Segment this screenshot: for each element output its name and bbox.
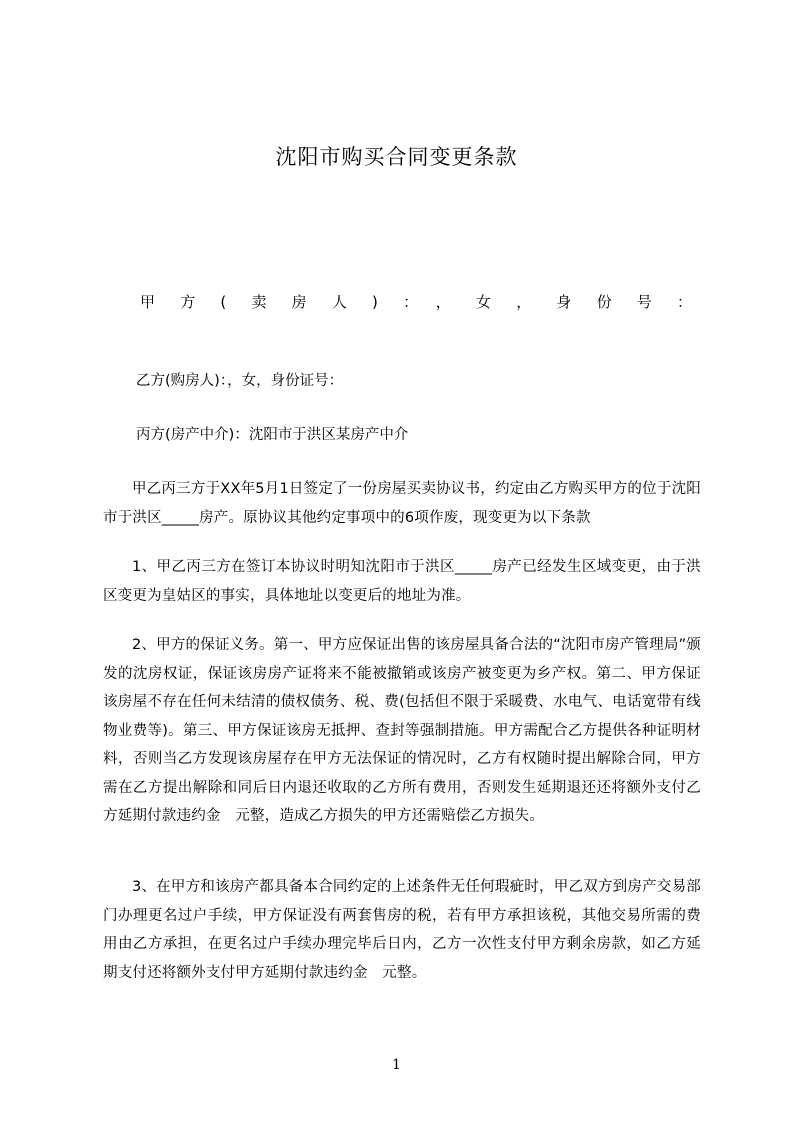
clause-2-paragraph: 2、甲方的保证义务。第一、甲方应保证出售的该房屋具备合法的“沈阳市房产管理局”颁发的沈房权证，保证该房房产证将来不能被撤销或该房产被变更为乡产权。第二、甲方保证该房屋不存在任何未结清的债权债务、税、费(包括但不限于采暖费、水电气、电话宽带有线物业费等)。第三、甲方保证该房无抵押、查封等强制措施。甲方需配合乙方提供各种证明材料，否则当乙方发现该房屋存在甲方无法保证的情况时，乙方有权随时提出解除合同，甲方需在乙方提出解除和同后日内退还收取的乙方所有费用，否则发生延期退还还将额外支付乙方延期付款违约金 元整，造成乙方损失的甲方还需赔偿乙方损失。 [103,637,701,824]
intro-paragraph: 甲乙丙三方于XX年5月1日签定了一份房屋买卖协议书，约定由乙方购买甲方的位于沈阳市于洪区_____房产。原协议其他约定事项中的6项作废，现变更为以下条款 [103,481,701,526]
page-number: 1 [392,1057,401,1073]
clause-1-paragraph: 1、甲乙丙三方在签订本协议时明知沈阳市于洪区_____房产已经发生区域变更，由于洪区变更为皇姑区的事实，具体地址以变更后的地址为准。 [103,559,701,604]
party-b-line: 乙方(购房人)：，女，身份证号： [136,373,344,389]
clause-3-paragraph: 3、在甲方和该房产都具备本合同约定的上述条件无任何瑕疵时，甲乙双方到房产交易部门办理更名过户手续，甲方保证没有两套售房的税，若有甲方承担该税，其他交易所需的费用由乙方承担，在更名过户手续办理完毕后日内，乙方一次性支付甲方剩余房款，如乙方延期支付还将额外支付甲方延期付款违约金 元整。 [103,879,701,981]
document-title: 沈阳市购买合同变更条款 [275,145,518,169]
party-a-line: 甲方(卖房人)：，女，身份号： [140,293,692,311]
party-c-line: 丙方(房产中介)：沈阳市于洪区某房产中介 [136,427,409,443]
